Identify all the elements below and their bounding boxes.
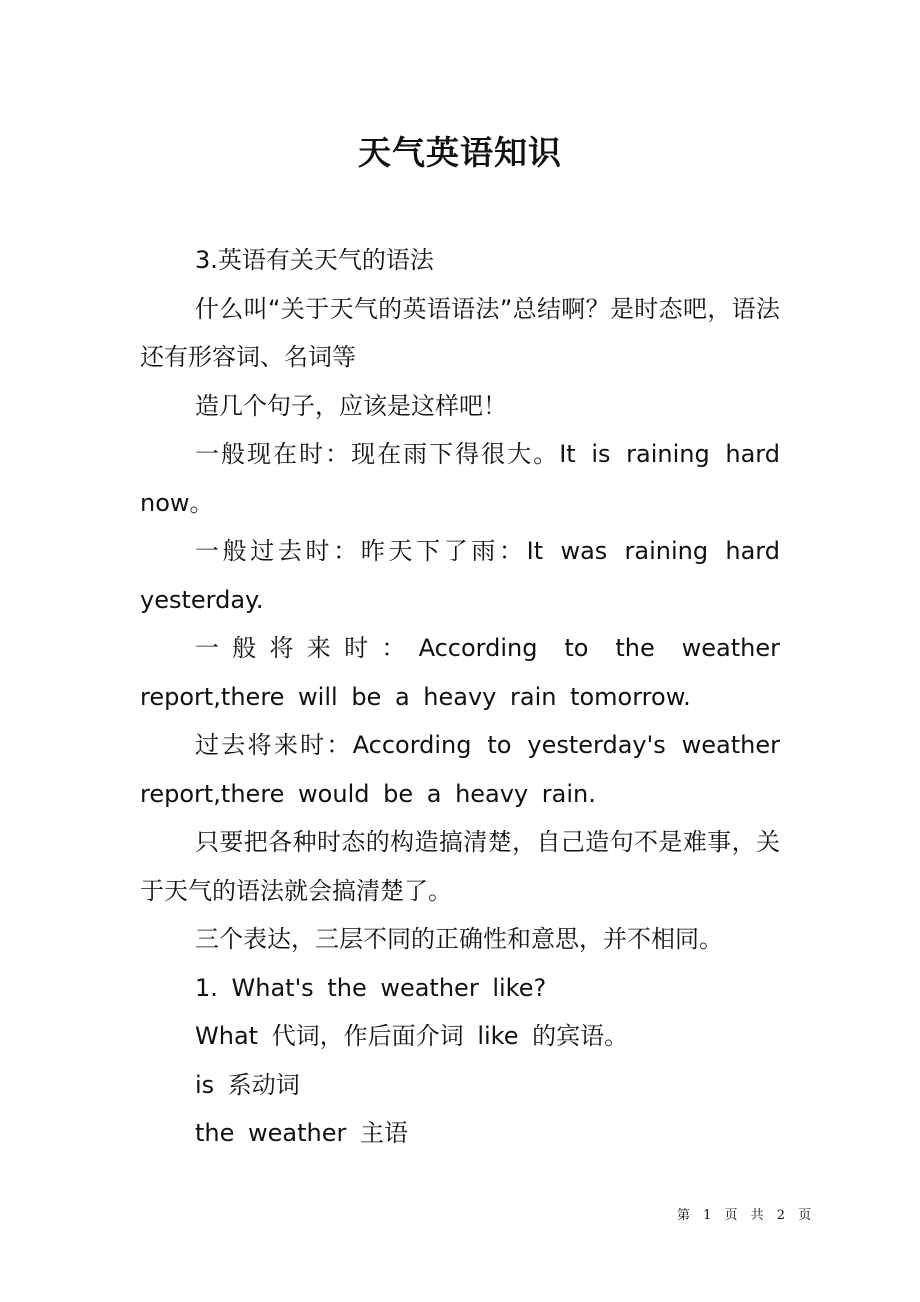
paragraph-is-verb: is 系动词 <box>195 1070 300 1099</box>
paragraph-present-tense: 一般现在时：现在雨下得很大。It is raining hard now。 <box>140 440 780 517</box>
paragraph-heading: 3.英语有关天气的语法 <box>195 246 434 274</box>
document-title: 天气英语知识 <box>358 133 562 172</box>
page-footer: 第 1 页 共 2 页 <box>677 1208 814 1223</box>
paragraph-subject: the weather 主语 <box>195 1119 408 1147</box>
paragraph-summary: 只要把各种时态的构造搞清楚，自己造句不是难事，关于天气的语法就会搞清楚了。 <box>140 828 780 905</box>
paragraph-intro: 造几个句子，应该是这样吧！ <box>195 391 507 420</box>
paragraph-past-tense: 一般过去时：昨天下了雨：It was raining hard yesterday. <box>140 537 780 614</box>
paragraph-past-future-tense: 过去将来时：According to yesterday's weather report,there would be a heavy rain. <box>140 731 780 808</box>
document-body <box>140 236 780 1158</box>
paragraph-example-question: 1. What's the weather like? <box>195 973 547 1002</box>
paragraph-what-pronoun: What 代词，作后面介词 like 的宾语。 <box>195 1022 629 1050</box>
paragraph-question: 什么叫“关于天气的英语语法”总结啊？是时态吧，语法还有形容词、名词等 <box>140 294 780 371</box>
paragraph-future-tense: 一般将来时：According to the weather report,there will be a heavy rain tomorrow. <box>140 634 780 711</box>
paragraph-three-expressions: 三个表达，三层不同的正确性和意思，并不相同。 <box>195 925 723 953</box>
